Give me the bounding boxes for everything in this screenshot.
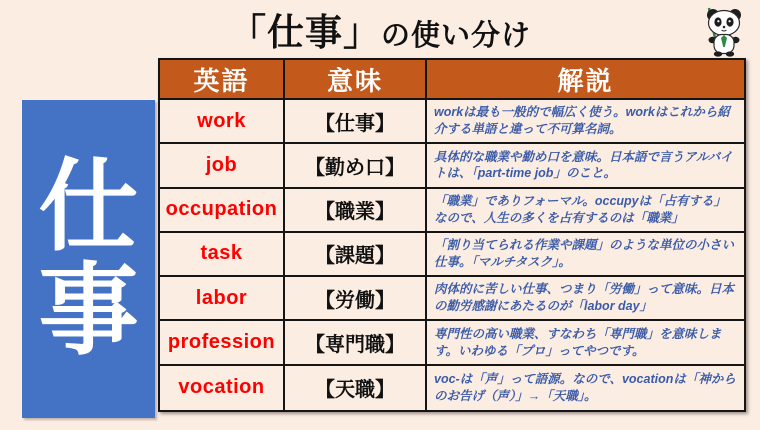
- page-title: [0, 2, 760, 56]
- table-row-word: profession: [160, 321, 285, 365]
- title-bracket-word: 「仕事」: [228, 12, 381, 53]
- table-row-word: vocation: [160, 366, 285, 410]
- table-row-explanation: 専門性の高い職業、すなわち「専門職」を意味します。いわゆる「プロ」ってやつです。: [427, 321, 744, 365]
- table-row-word: work: [160, 100, 285, 144]
- table-row-meaning: 【課題】: [285, 233, 427, 277]
- column-header-english: 英語: [160, 60, 285, 100]
- table-row-explanation: 具体的な職業や勤め口を意味。日本語で言うアルバイトは、「part-time job」のこと。: [427, 144, 744, 188]
- table-row-meaning: 【専門職】: [285, 321, 427, 365]
- side-word-char-1: 仕: [38, 151, 139, 263]
- table-row-word: labor: [160, 277, 285, 321]
- table-row-meaning: 【労働】: [285, 277, 427, 321]
- table-row-word: job: [160, 144, 285, 188]
- title-rest: の使い分け: [380, 20, 531, 52]
- column-header-meaning: 意味: [285, 60, 427, 100]
- table-row-word: task: [160, 233, 285, 277]
- side-word-box: [22, 100, 155, 418]
- table-row-explanation: 「割り当てられる作業や課題」のような単位の小さい仕事。「マルチタスク」。: [427, 233, 744, 277]
- table-row-explanation: workは最も一般的で幅広く使う。workはこれから紹介する単語と違って不可算名詞。: [427, 100, 744, 144]
- table-row-explanation: 肉体的に苦しい仕事、つまり「労働」って意味。日本の勤労感謝にあたるのが「labor day」: [427, 277, 744, 321]
- table-row-meaning: 【仕事】: [285, 100, 427, 144]
- table-row-meaning: 【天職】: [285, 366, 427, 410]
- panda-mascot-icon: [700, 5, 748, 57]
- side-word-char-2: 事: [38, 255, 139, 367]
- table-row-meaning: 【勤め口】: [285, 144, 427, 188]
- table-row-meaning: 【職業】: [285, 189, 427, 233]
- table-row-explanation: 「職業」でありフォーマル。occupyは「占有する」なので、人生の多くを占有するのは「職業」: [427, 189, 744, 233]
- vocabulary-table: [158, 58, 746, 412]
- column-header-explanation: 解説: [427, 60, 744, 100]
- table-row-explanation: voc-は「声」って語源。なので、vocationは「神からのお告げ（声）」→「天職」。: [434, 371, 736, 403]
- table-row-word: occupation: [160, 189, 285, 233]
